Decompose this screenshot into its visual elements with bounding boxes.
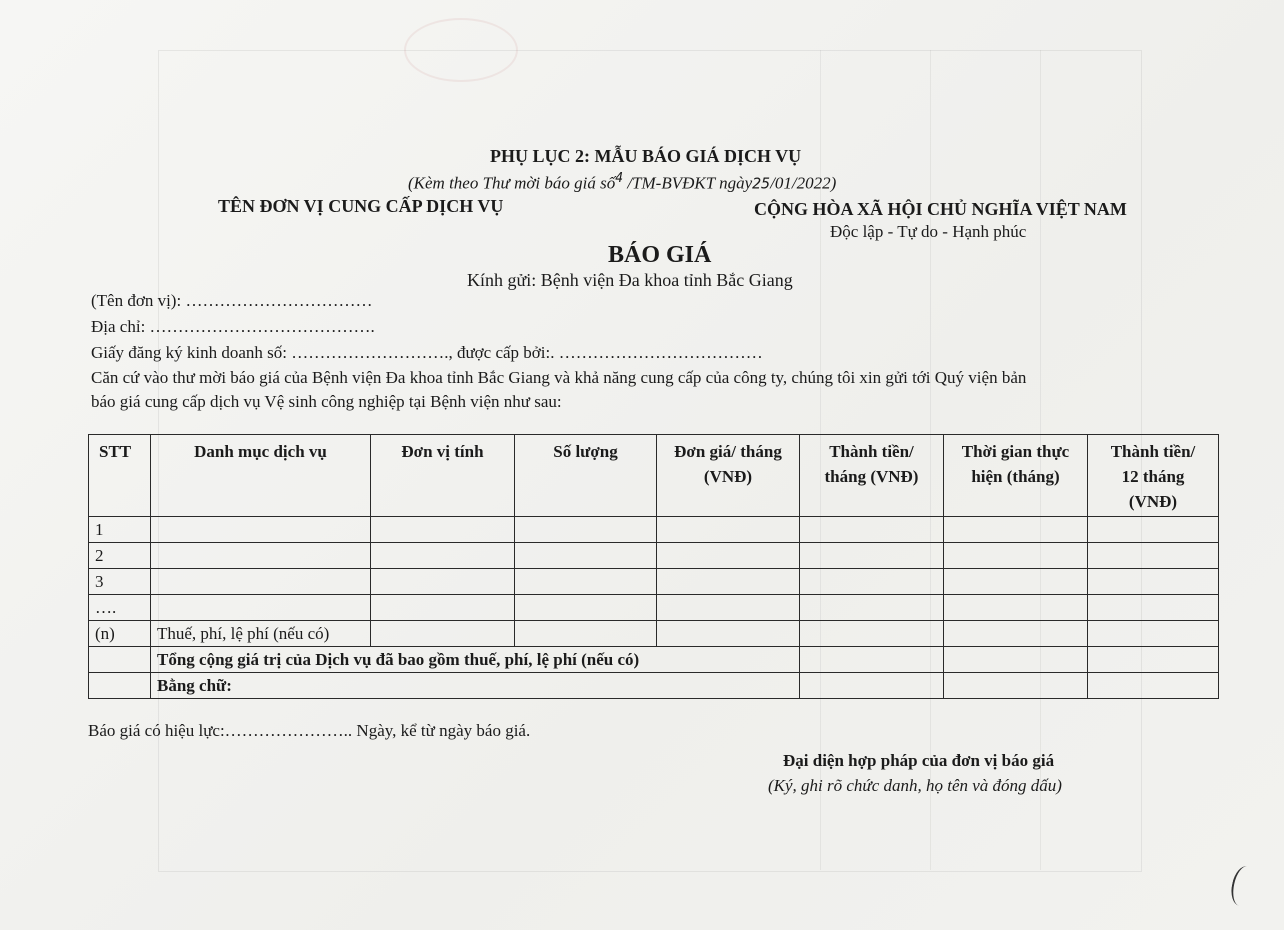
row-cell: [800, 647, 944, 673]
pen-mark: [1228, 864, 1258, 908]
appendix-number: 4: [615, 171, 624, 186]
nation-title: CỘNG HÒA XÃ HỘI CHỦ NGHĨA VIỆT NAM: [754, 199, 1127, 219]
row-cell: [800, 543, 944, 569]
row-stt: 3: [89, 569, 151, 595]
total-label: Tổng cộng giá trị của Dịch vụ đã bao gồm thuế, phí, lệ phí (nếu có): [151, 647, 800, 673]
table-row-words: [89, 673, 1219, 699]
unit-name-line: (Tên đơn vị): ……………………………: [91, 291, 373, 310]
motto: Độc lập - Tự do - Hạnh phúc: [830, 222, 1027, 241]
row-cell: [944, 595, 1088, 621]
header-duration-line1: Thời gian thực: [961, 442, 1070, 461]
row-stt: 2: [89, 543, 151, 569]
table-row: [89, 543, 1219, 569]
row-cell: [371, 595, 515, 621]
license-line: Giấy đăng ký kinh doanh số: ………………………., được cấp bởi:. ………………………………: [91, 343, 763, 362]
row-item-tax: Thuế, phí, lệ phí (nếu có): [151, 621, 371, 647]
table-row: [89, 569, 1219, 595]
table-row-total: [89, 647, 1219, 673]
row-cell: [657, 595, 800, 621]
supplier-name-label: TÊN ĐƠN VỊ CUNG CẤP DỊCH VỤ: [218, 196, 504, 216]
row-stt: (n): [89, 621, 151, 647]
header-year-total-line1: Thành tiền/: [1110, 442, 1196, 461]
row-cell: [800, 517, 944, 543]
row-cell: [89, 647, 151, 673]
row-cell: [371, 517, 515, 543]
header-month-total-line2: tháng (VNĐ): [824, 467, 919, 486]
header-unit-price: [657, 435, 800, 517]
header-qty: Số lượng: [515, 435, 657, 517]
row-cell: [1088, 517, 1219, 543]
row-cell: [800, 569, 944, 595]
appendix-day: 25: [752, 174, 771, 193]
header-year-total-line3: (VNĐ): [1128, 492, 1178, 511]
signatory-title: Đại diện hợp pháp của đơn vị báo giá: [783, 751, 1055, 770]
row-cell: [657, 543, 800, 569]
row-cell: [800, 673, 944, 699]
row-cell: [944, 517, 1088, 543]
row-cell: [515, 517, 657, 543]
row-cell: [944, 621, 1088, 647]
row-cell: [657, 621, 800, 647]
validity-line: Báo giá có hiệu lực:………………….. Ngày, kể từ ngày báo giá.: [88, 721, 531, 740]
table-header-row: [89, 435, 1219, 517]
row-cell: [800, 595, 944, 621]
header-item: Danh mục dịch vụ: [151, 435, 371, 517]
row-cell: [657, 517, 800, 543]
recipient: Kính gửi: Bệnh viện Đa khoa tỉnh Bắc Giang: [467, 270, 793, 290]
intro-line-2: báo giá cung cấp dịch vụ Vệ sinh công nghiệp tại Bệnh viện như sau:: [91, 392, 562, 411]
row-cell: [515, 621, 657, 647]
signature-note: (Ký, ghi rõ chức danh, họ tên và đóng dấu): [768, 776, 1062, 795]
header-duration: [944, 435, 1088, 517]
header-unit-price-line1: Đơn giá/ tháng: [674, 442, 782, 461]
row-cell: [371, 569, 515, 595]
address-line: Địa chỉ: ………………………………….: [91, 317, 375, 336]
appendix-subtitle-mid: /TM-BVĐKT ngày: [623, 173, 753, 193]
row-cell: [1088, 595, 1219, 621]
row-cell: [151, 517, 371, 543]
appendix-subtitle-pre: (Kèm theo Thư mời báo giá số: [408, 173, 616, 193]
row-cell: [151, 543, 371, 569]
row-cell: [657, 569, 800, 595]
document-title: BÁO GIÁ: [608, 242, 712, 268]
row-cell: [151, 569, 371, 595]
table-row-tax: [89, 621, 1219, 647]
row-cell: [944, 543, 1088, 569]
header-year-total: [1088, 435, 1219, 517]
header-month-total-line1: Thành tiền/: [829, 442, 914, 461]
row-cell: [1088, 569, 1219, 595]
row-cell: [944, 647, 1088, 673]
row-stt: 1: [89, 517, 151, 543]
header-month-total: [800, 435, 944, 517]
row-cell: [1088, 647, 1219, 673]
bleed-through-seal: [404, 18, 518, 82]
row-cell: [151, 595, 371, 621]
row-cell: [371, 621, 515, 647]
row-cell: [944, 673, 1088, 699]
amount-in-words-label: Bằng chữ:: [151, 673, 800, 699]
row-cell: [1088, 543, 1219, 569]
appendix-title: PHỤ LỤC 2: MẪU BÁO GIÁ DỊCH VỤ: [490, 146, 802, 166]
row-cell: [371, 543, 515, 569]
row-cell: [515, 569, 657, 595]
row-stt: ….: [89, 595, 151, 621]
intro-line-1: Căn cứ vào thư mời báo giá của Bệnh viện Đa khoa tỉnh Bắc Giang và khả năng cung cấp của công ty, chúng tôi xin gửi tới Quý viện bản: [91, 368, 1027, 387]
row-cell: [89, 673, 151, 699]
appendix-subtitle: [408, 171, 836, 194]
header-unit: Đơn vị tính: [371, 435, 515, 517]
row-cell: [944, 569, 1088, 595]
row-cell: [1088, 621, 1219, 647]
row-cell: [800, 621, 944, 647]
quote-table: [88, 434, 1219, 699]
header-unit-price-line2: (VNĐ): [703, 467, 753, 486]
appendix-subtitle-post: /01/2022): [770, 173, 837, 193]
row-cell: [515, 595, 657, 621]
table-row: [89, 595, 1219, 621]
table-row: [89, 517, 1219, 543]
row-cell: [1088, 673, 1219, 699]
header-stt: STT: [89, 435, 151, 517]
header-duration-line2: hiện (tháng): [971, 467, 1060, 486]
header-year-total-line2: 12 tháng: [1121, 467, 1185, 486]
row-cell: [515, 543, 657, 569]
